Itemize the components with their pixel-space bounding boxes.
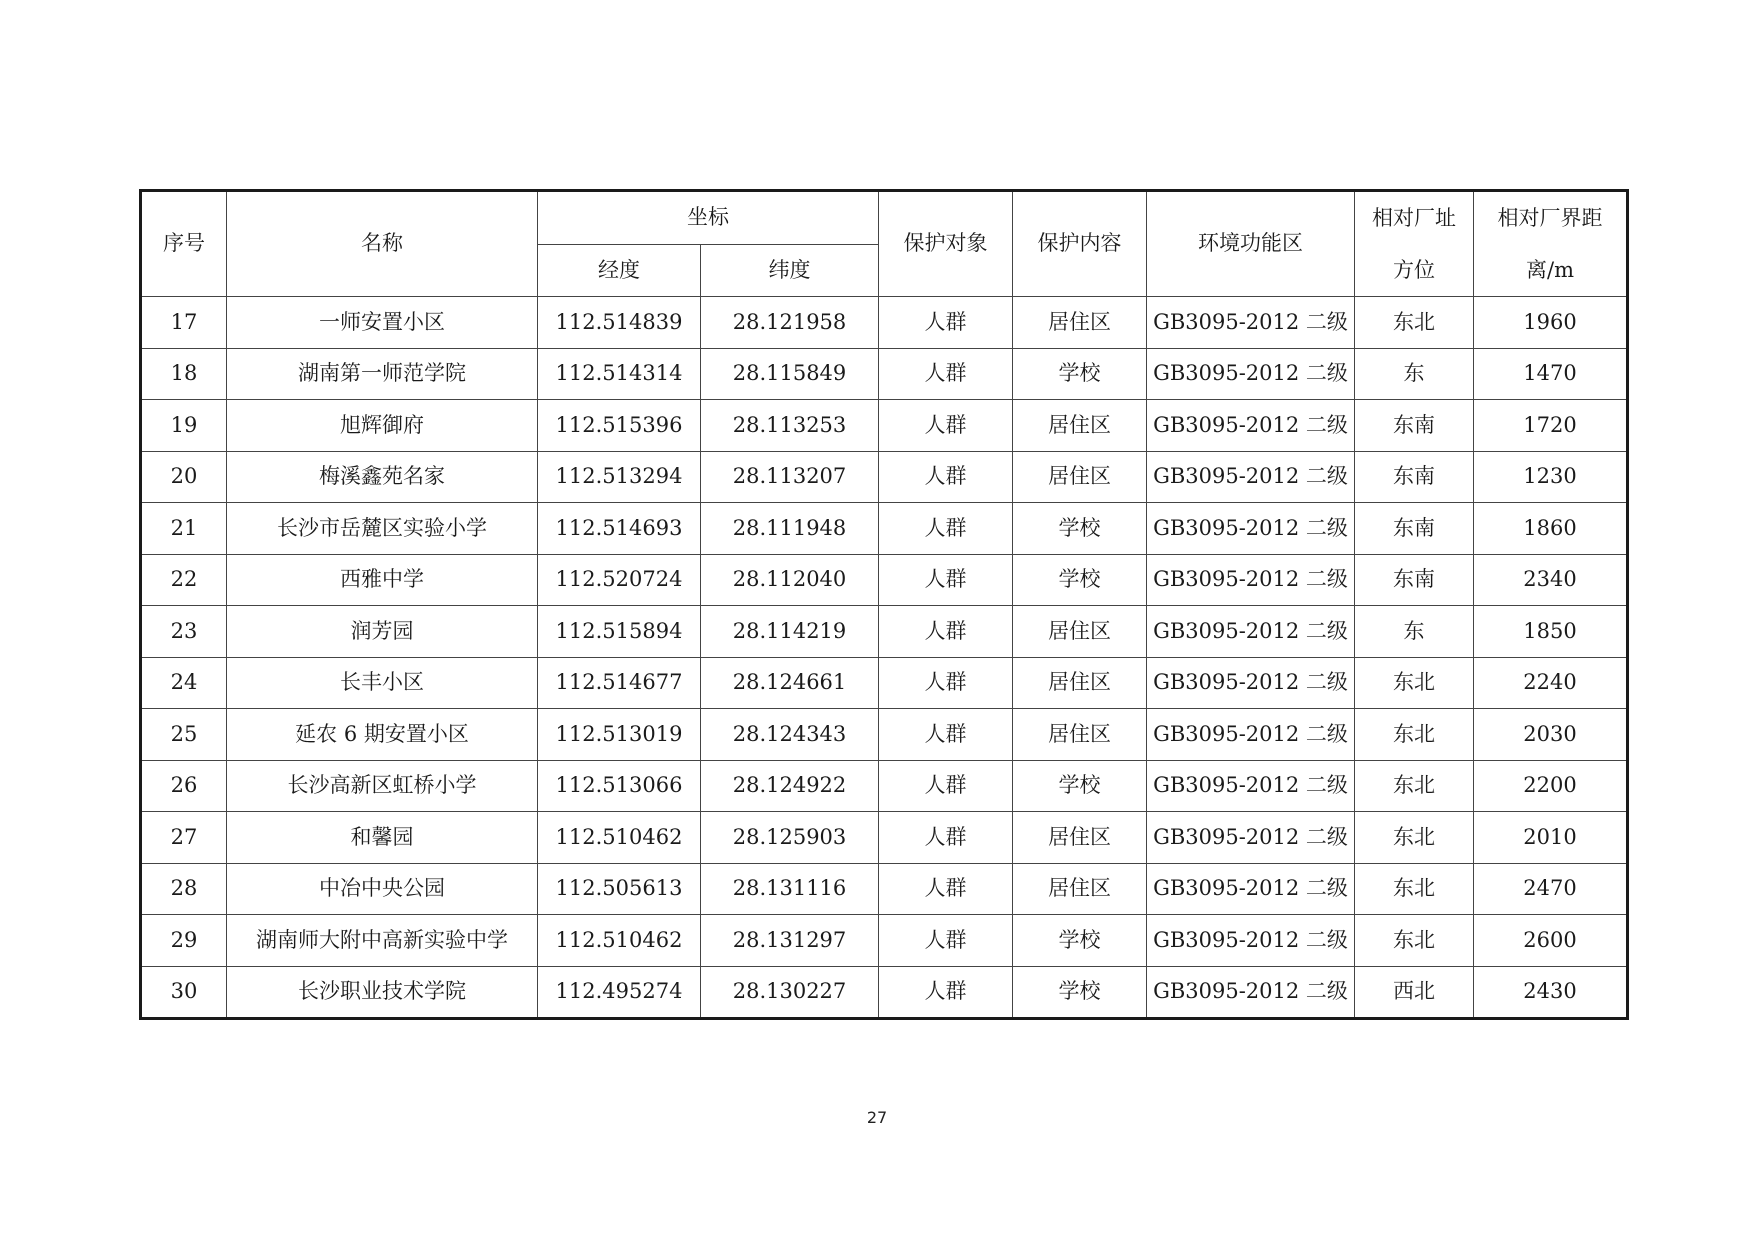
cell-name: 一师安置小区 xyxy=(227,297,538,349)
cell-distance: 1470 xyxy=(1474,348,1628,400)
table-row xyxy=(141,966,1628,1019)
cell-zone: GB3095-2012 二级 xyxy=(1147,812,1355,864)
cell-latitude: 28.121958 xyxy=(701,297,879,349)
cell-name: 旭辉御府 xyxy=(227,400,538,452)
cell-direction: 东北 xyxy=(1355,709,1474,761)
cell-name: 和馨园 xyxy=(227,812,538,864)
cell-longitude: 112.514839 xyxy=(538,297,701,349)
cell-longitude: 112.495274 xyxy=(538,966,701,1019)
cell-index: 21 xyxy=(141,503,227,555)
cell-content: 居住区 xyxy=(1013,863,1147,915)
cell-latitude: 28.130227 xyxy=(701,966,879,1019)
cell-latitude: 28.124343 xyxy=(701,709,879,761)
header-index: 序号 xyxy=(141,191,227,297)
cell-direction: 东北 xyxy=(1355,760,1474,812)
cell-name: 长丰小区 xyxy=(227,657,538,709)
cell-direction: 东北 xyxy=(1355,863,1474,915)
cell-latitude: 28.112040 xyxy=(701,554,879,606)
cell-content: 学校 xyxy=(1013,348,1147,400)
cell-index: 28 xyxy=(141,863,227,915)
cell-longitude: 112.514677 xyxy=(538,657,701,709)
cell-object: 人群 xyxy=(879,709,1013,761)
cell-name: 延农 6 期安置小区 xyxy=(227,709,538,761)
cell-name: 湖南师大附中高新实验中学 xyxy=(227,915,538,967)
cell-direction: 西北 xyxy=(1355,966,1474,1019)
cell-zone: GB3095-2012 二级 xyxy=(1147,451,1355,503)
cell-index: 17 xyxy=(141,297,227,349)
table-row xyxy=(141,760,1628,812)
cell-zone: GB3095-2012 二级 xyxy=(1147,348,1355,400)
cell-index: 26 xyxy=(141,760,227,812)
table-row xyxy=(141,348,1628,400)
cell-longitude: 112.520724 xyxy=(538,554,701,606)
table-row xyxy=(141,606,1628,658)
cell-longitude: 112.514693 xyxy=(538,503,701,555)
table-row xyxy=(141,554,1628,606)
header-direction-line1: 相对厂址 xyxy=(1372,206,1456,230)
cell-content: 居住区 xyxy=(1013,606,1147,658)
cell-zone: GB3095-2012 二级 xyxy=(1147,400,1355,452)
cell-zone: GB3095-2012 二级 xyxy=(1147,863,1355,915)
table-row xyxy=(141,812,1628,864)
table-header xyxy=(141,191,1628,297)
cell-object: 人群 xyxy=(879,554,1013,606)
cell-object: 人群 xyxy=(879,400,1013,452)
cell-distance: 1230 xyxy=(1474,451,1628,503)
cell-direction: 东 xyxy=(1355,348,1474,400)
table-row xyxy=(141,503,1628,555)
cell-latitude: 28.131297 xyxy=(701,915,879,967)
cell-distance: 2010 xyxy=(1474,812,1628,864)
cell-direction: 东北 xyxy=(1355,915,1474,967)
cell-name: 长沙市岳麓区实验小学 xyxy=(227,503,538,555)
cell-latitude: 28.111948 xyxy=(701,503,879,555)
header-zone: 环境功能区 xyxy=(1147,191,1355,297)
page-number: 27 xyxy=(866,1108,888,1127)
sensitive-targets-table xyxy=(139,189,1629,1020)
cell-direction: 东南 xyxy=(1355,451,1474,503)
cell-zone: GB3095-2012 二级 xyxy=(1147,966,1355,1019)
cell-longitude: 112.510462 xyxy=(538,915,701,967)
cell-distance: 1960 xyxy=(1474,297,1628,349)
cell-distance: 2600 xyxy=(1474,915,1628,967)
cell-object: 人群 xyxy=(879,966,1013,1019)
cell-direction: 东北 xyxy=(1355,657,1474,709)
cell-zone: GB3095-2012 二级 xyxy=(1147,503,1355,555)
cell-object: 人群 xyxy=(879,863,1013,915)
cell-object: 人群 xyxy=(879,348,1013,400)
cell-longitude: 112.513294 xyxy=(538,451,701,503)
cell-latitude: 28.113207 xyxy=(701,451,879,503)
cell-index: 29 xyxy=(141,915,227,967)
table-row xyxy=(141,297,1628,349)
cell-zone: GB3095-2012 二级 xyxy=(1147,657,1355,709)
cell-content: 学校 xyxy=(1013,966,1147,1019)
cell-object: 人群 xyxy=(879,503,1013,555)
cell-index: 18 xyxy=(141,348,227,400)
cell-distance: 2240 xyxy=(1474,657,1628,709)
cell-zone: GB3095-2012 二级 xyxy=(1147,915,1355,967)
cell-longitude: 112.505613 xyxy=(538,863,701,915)
cell-direction: 东南 xyxy=(1355,554,1474,606)
header-coords: 坐标 xyxy=(538,191,879,245)
header-longitude: 经度 xyxy=(538,244,701,297)
table-row xyxy=(141,657,1628,709)
header-latitude: 纬度 xyxy=(701,244,879,297)
cell-content: 学校 xyxy=(1013,554,1147,606)
cell-direction: 东北 xyxy=(1355,297,1474,349)
header-distance-line2: 离/m xyxy=(1526,258,1574,282)
cell-object: 人群 xyxy=(879,760,1013,812)
header-object: 保护对象 xyxy=(879,191,1013,297)
cell-latitude: 28.115849 xyxy=(701,348,879,400)
cell-content: 学校 xyxy=(1013,503,1147,555)
cell-longitude: 112.513066 xyxy=(538,760,701,812)
cell-content: 居住区 xyxy=(1013,657,1147,709)
cell-name: 梅溪鑫苑名家 xyxy=(227,451,538,503)
cell-object: 人群 xyxy=(879,915,1013,967)
cell-content: 居住区 xyxy=(1013,400,1147,452)
cell-zone: GB3095-2012 二级 xyxy=(1147,709,1355,761)
header-direction-line2: 方位 xyxy=(1393,258,1435,282)
table-row xyxy=(141,709,1628,761)
cell-index: 30 xyxy=(141,966,227,1019)
cell-index: 23 xyxy=(141,606,227,658)
cell-distance: 2340 xyxy=(1474,554,1628,606)
cell-distance: 2470 xyxy=(1474,863,1628,915)
cell-direction: 东 xyxy=(1355,606,1474,658)
cell-longitude: 112.515396 xyxy=(538,400,701,452)
header-name: 名称 xyxy=(227,191,538,297)
cell-distance: 2030 xyxy=(1474,709,1628,761)
table-body xyxy=(141,297,1628,1019)
cell-name: 湖南第一师范学院 xyxy=(227,348,538,400)
cell-longitude: 112.513019 xyxy=(538,709,701,761)
header-direction xyxy=(1355,191,1474,297)
table-row xyxy=(141,915,1628,967)
cell-latitude: 28.124922 xyxy=(701,760,879,812)
cell-object: 人群 xyxy=(879,606,1013,658)
cell-zone: GB3095-2012 二级 xyxy=(1147,606,1355,658)
cell-distance: 2430 xyxy=(1474,966,1628,1019)
cell-distance: 1850 xyxy=(1474,606,1628,658)
cell-direction: 东南 xyxy=(1355,503,1474,555)
cell-name: 西雅中学 xyxy=(227,554,538,606)
cell-index: 22 xyxy=(141,554,227,606)
cell-content: 学校 xyxy=(1013,915,1147,967)
header-distance xyxy=(1474,191,1628,297)
cell-object: 人群 xyxy=(879,451,1013,503)
cell-index: 25 xyxy=(141,709,227,761)
cell-object: 人群 xyxy=(879,657,1013,709)
cell-object: 人群 xyxy=(879,297,1013,349)
table-row xyxy=(141,451,1628,503)
cell-direction: 东南 xyxy=(1355,400,1474,452)
cell-distance: 1860 xyxy=(1474,503,1628,555)
cell-zone: GB3095-2012 二级 xyxy=(1147,760,1355,812)
cell-longitude: 112.514314 xyxy=(538,348,701,400)
cell-name: 长沙职业技术学院 xyxy=(227,966,538,1019)
cell-name: 润芳园 xyxy=(227,606,538,658)
cell-content: 居住区 xyxy=(1013,451,1147,503)
header-distance-line1: 相对厂界距 xyxy=(1497,206,1603,230)
cell-index: 19 xyxy=(141,400,227,452)
cell-longitude: 112.515894 xyxy=(538,606,701,658)
cell-latitude: 28.113253 xyxy=(701,400,879,452)
cell-longitude: 112.510462 xyxy=(538,812,701,864)
cell-content: 学校 xyxy=(1013,760,1147,812)
cell-name: 中冶中央公园 xyxy=(227,863,538,915)
cell-object: 人群 xyxy=(879,812,1013,864)
cell-latitude: 28.114219 xyxy=(701,606,879,658)
cell-zone: GB3095-2012 二级 xyxy=(1147,554,1355,606)
cell-direction: 东北 xyxy=(1355,812,1474,864)
cell-latitude: 28.131116 xyxy=(701,863,879,915)
cell-index: 27 xyxy=(141,812,227,864)
cell-distance: 1720 xyxy=(1474,400,1628,452)
cell-index: 20 xyxy=(141,451,227,503)
cell-zone: GB3095-2012 二级 xyxy=(1147,297,1355,349)
cell-latitude: 28.124661 xyxy=(701,657,879,709)
cell-index: 24 xyxy=(141,657,227,709)
cell-content: 居住区 xyxy=(1013,297,1147,349)
table-row xyxy=(141,863,1628,915)
cell-distance: 2200 xyxy=(1474,760,1628,812)
cell-name: 长沙高新区虹桥小学 xyxy=(227,760,538,812)
table-row xyxy=(141,400,1628,452)
cell-latitude: 28.125903 xyxy=(701,812,879,864)
cell-content: 居住区 xyxy=(1013,709,1147,761)
cell-content: 居住区 xyxy=(1013,812,1147,864)
header-content: 保护内容 xyxy=(1013,191,1147,297)
